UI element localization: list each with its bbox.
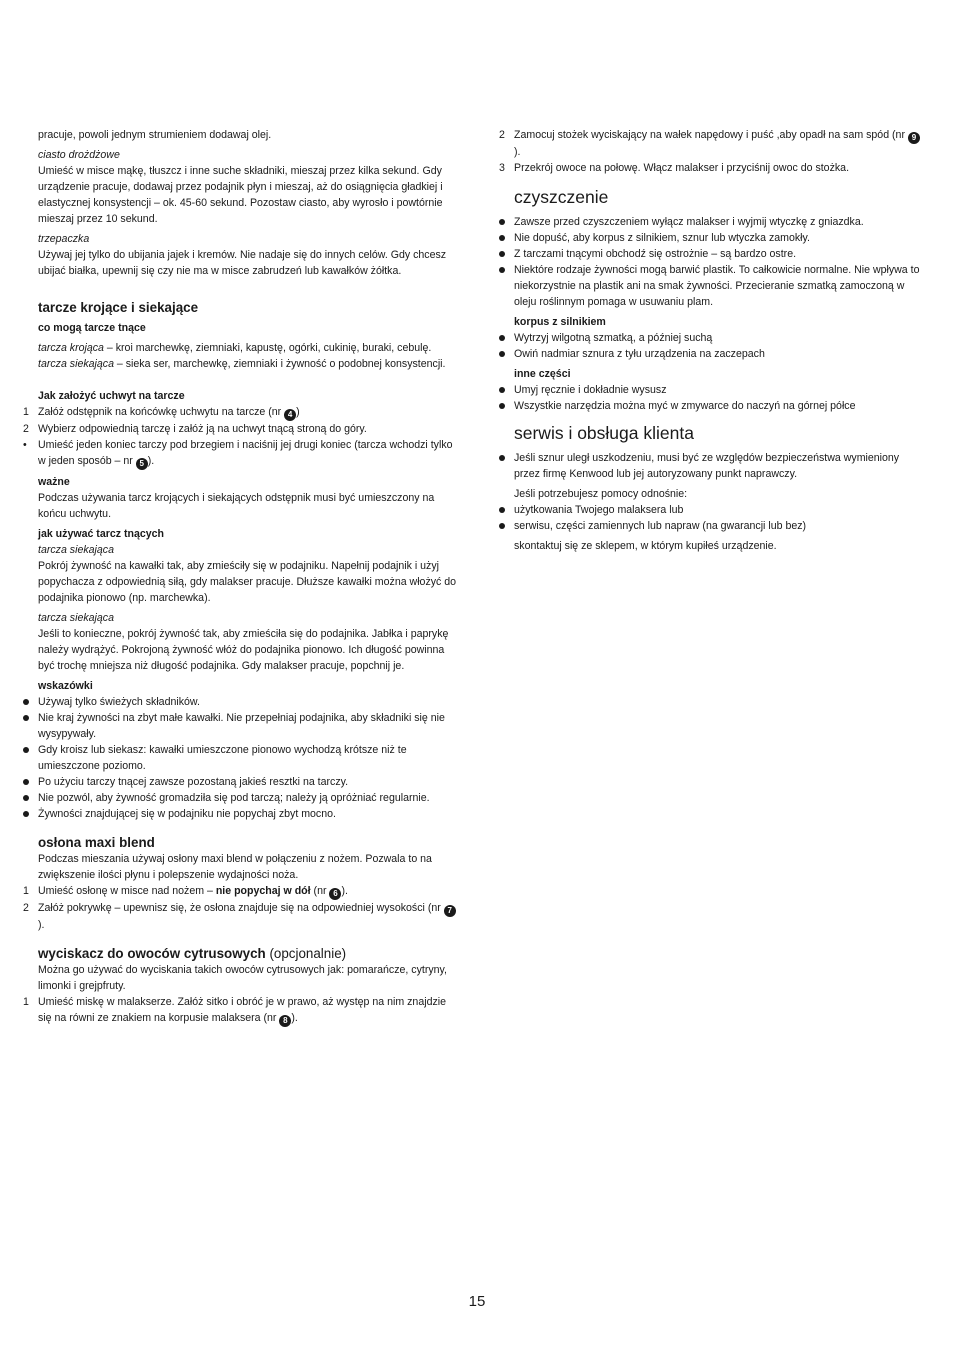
service-help-text: Jeśli potrzebujesz pomocy odnośnie: [514, 488, 688, 500]
tips-list [38, 694, 458, 822]
list-item: Wytrzyj wilgotną szmatką, a później suchą [514, 330, 920, 346]
list-item: 1 Umieść osłonę w misce nad nożem – nie popychaj w dół (nr 6 ). [23, 885, 348, 898]
list-item: Nie dopuść, aby korpus z silnikiem, sznur lub wtyczka zamokły. [514, 230, 920, 246]
bullet-icon [23, 795, 29, 801]
bullet-icon [23, 699, 29, 705]
step-number: 1 [23, 885, 29, 897]
list-item: Gdy kroisz lub siekasz: kawałki umieszczone pionowo wychodzą krótsze niż te umieszczone poziomo. [38, 742, 458, 774]
bullet-icon [499, 267, 505, 273]
list-item: 2 Zamocuj stożek wyciskający na wałek napędowy i puść ,aby opadł na sam spód (nr 9). [514, 127, 920, 160]
maxi-heading: osłona maxi blend [38, 835, 155, 850]
dough-title: ciasto drożdżowe [38, 149, 120, 161]
list-item: Wszystkie narzędzia można myć w zmywarce do naczyń na górnej półce [514, 398, 920, 414]
bullet-icon [499, 507, 505, 513]
figure-number-icon: 6 [329, 888, 341, 900]
bullet-icon [23, 747, 29, 753]
discs-heading: tarcze krojące i siekające [38, 300, 199, 315]
list-item: • Umieść jeden koniec tarczy pod brzegiem i naciśnij jej drugi koniec (tarcza wchodzi tylko w jeden sposób – nr 5 ). [23, 439, 453, 468]
left-column [23, 127, 458, 1027]
bullet-icon [499, 455, 505, 461]
figure-number-icon: 5 [136, 458, 148, 470]
list-item: Zawsze przed czyszczeniem wyłącz malakser i wyjmij wtyczkę z gniazdka. [514, 214, 920, 230]
list-item: Z tarczami tnącymi obchodź się ostrożnie – są bardzo ostre. [514, 246, 920, 262]
list-item: 1 Umieść miskę w malakserze. Załóż sitko i obróć je w prawo, aż występ na nim znajdzie się na równi ze znakiem na korpusie malaksera (nr 8 ). [23, 996, 446, 1025]
list-item: serwisu, części zamiennych lub napraw (na gwarancji lub bez) [514, 518, 920, 534]
list-item: 2 Załóż pokrywkę – upewnisz się, że osłona znajduje się na odpowiedniej wysokości (nr 7). [38, 900, 458, 933]
fit-steps [23, 404, 458, 470]
figure-number-icon: 4 [284, 409, 296, 421]
list-item: użytkowania Twojego malaksera lub [514, 502, 920, 518]
cleaning-heading: czyszczenie [514, 187, 609, 207]
bullet-icon [499, 523, 505, 529]
whisk-text: Używaj jej tylko do ubijania jajek i kremów. Nie nadaje się do innych celów. Gdy chcesz ubijać białka, upewnij się czy nie ma w misce zabrudzeń lub kawałków żółtka. [38, 249, 447, 277]
list-item: Po użyciu tarczy tnącej zawsze pozostaną jakieś resztki na tarczy. [38, 774, 458, 790]
step-number: 1 [23, 406, 29, 418]
bullet-icon [23, 715, 29, 721]
service-heading: serwis i obsługa klienta [514, 423, 694, 443]
maxi-text: Podczas mieszania używaj osłony maxi blend w połączeniu z nożem. Pozwala to na zwiększenie ilości płynu i polepszenie wydajności noża. [38, 853, 432, 881]
list-item: Owiń nadmiar sznura z tyłu urządzenia na zaczepach [514, 346, 920, 362]
whisk-title: trzepaczka [38, 233, 90, 245]
figure-number-icon: 7 [444, 905, 456, 917]
citrus-text: Można go używać do wyciskania takich owoców cytrusowych jak: pomarańcze, cytryny, limonki i grejpfruty. [38, 964, 448, 992]
bullet-icon [23, 811, 29, 817]
figure-number-icon: 8 [279, 1015, 291, 1027]
bullet-icon [499, 387, 505, 393]
use2-text: Jeśli to konieczne, pokrój żywność tak, aby zmieściła się do podajnika. Jabłka i paprykę należy wydrążyć. Pokrojoną żywność włóż do podajnika pionowo. Ich długość powinna być trochę mniejsza niż długość podajnika. Gdy malakser pracuje, popchnij je. [38, 628, 449, 672]
right-column [499, 127, 920, 554]
dough-text: Umieść w misce mąkę, tłuszcz i inne suche składniki, mieszaj przez kilka sekund. Gdy urządzenie pracuje, dodawaj przez podajnik płyn i mieszaj, aż do osiągnięcia gładkiej i elastycznej konsystencji – ok. 45-60 sekund. Pozostaw ciasto, aby wyrosło i powtórnie mieszaj przez 10 sekund. [38, 165, 443, 225]
bullet-icon [499, 403, 505, 409]
bullet-icon [499, 351, 505, 357]
discs-can-heading: co mogą tarcze tnące [38, 322, 146, 334]
slicing-disc-desc [38, 340, 458, 356]
use1-label: tarcza siekająca [38, 544, 114, 556]
step-number: 2 [23, 902, 29, 914]
page-number: 15 [468, 1293, 486, 1310]
bullet-icon [499, 335, 505, 341]
list-item: 2 Wybierz odpowiednią tarczę i załóż ją na uchwyt tnącą stroną do góry. [23, 423, 367, 435]
chopping-label: tarcza siekająca [38, 358, 114, 370]
citrus-heading: wyciskacz do owoców cytrusowych (opcjonalnie) [38, 946, 347, 961]
list-item: 1 Załóż odstępnik na końcówkę uchwytu na tarcze (nr 4 ) [23, 406, 300, 419]
important-text: Podczas używania tarcz krojących i siekających odstępnik musi być umieszczony na końcu uchwytu. [38, 492, 435, 520]
slicing-label: tarcza krojąca [38, 342, 104, 354]
list-item: Żywności znajdującej się w podajniku nie popychaj zbyt mocno. [38, 806, 458, 822]
motor-body-heading: korpus z silnikiem [514, 316, 606, 328]
important-heading: ważne [38, 476, 70, 488]
use-heading: jak używać tarcz tnących [38, 528, 165, 540]
use1-text: Pokrój żywność na kawałki tak, aby zmieściły się w podajniku. Napełnij podajnik i użyj popychacza z odpowiednią siłą, gdy malakser pracuje. Dłuższe kawałki można włożyć do podajnika pionowo (np. marchewka). [38, 560, 457, 604]
list-item: Jeśli sznur uległ uszkodzeniu, musi być ze względów bezpieczeństwa wymieniony przez firmę Kenwood lub jej autoryzowany punkt naprawczy. [514, 450, 920, 482]
chopping-text: – sieka ser, marchewkę, ziemniaki i żywność o podobnej konsystencji. [113, 358, 446, 370]
step-number: 2 [499, 129, 505, 141]
list-item: Umyj ręcznie i dokładnie wysusz [514, 382, 920, 398]
fit-heading: Jak założyć uchwyt na tarcze [38, 390, 185, 402]
figure-number-icon: 9 [908, 132, 920, 144]
other-parts-heading: inne części [514, 368, 571, 380]
slicing-text: – kroi marchewkę, ziemniaki, kapustę, ogórki, cukinię, buraki, cebulę. [103, 342, 432, 354]
step-number: 1 [23, 996, 29, 1008]
list-item: Używaj tylko świeżych składników. [38, 694, 458, 710]
use2-label: tarcza siekająca [38, 612, 114, 624]
bullet-icon [23, 779, 29, 785]
list-item: 3 Przekrój owoce na połowę. Włącz malakser i przyciśnij owoc do stożka. [499, 162, 850, 174]
bullet-icon [499, 219, 505, 225]
chopping-disc-desc [38, 356, 458, 372]
step-bullet: • [23, 439, 27, 451]
list-item: Niektóre rodzaje żywności mogą barwić plastik. To całkowicie normalne. Nie wpływa to niekorzystnie na plastik ani na smak żywności. Przecieranie szmatką zamoczoną w oleju roślinnym pomaga w usuwaniu plam. [514, 262, 920, 310]
intro-text: pracuje, powoli jednym strumieniem dodawaj olej. [38, 129, 272, 141]
list-item: Nie pozwól, aby żywność gromadziła się pod tarczą; należy ją opróżniać regularnie. [38, 790, 458, 806]
bullet-icon [499, 235, 505, 241]
step-number: 3 [499, 162, 505, 174]
tips-heading: wskazówki [38, 680, 93, 692]
cleaning-list [514, 214, 920, 310]
list-item: Nie kraj żywności na zbyt małe kawałki. Nie przepełniaj podajnika, aby składniki się nie wysypywały. [38, 710, 458, 742]
service-contact-text: skontaktuj się ze sklepem, w którym kupiłeś urządzenie. [514, 540, 777, 552]
bullet-icon [499, 251, 505, 257]
step-number: 2 [23, 423, 29, 435]
